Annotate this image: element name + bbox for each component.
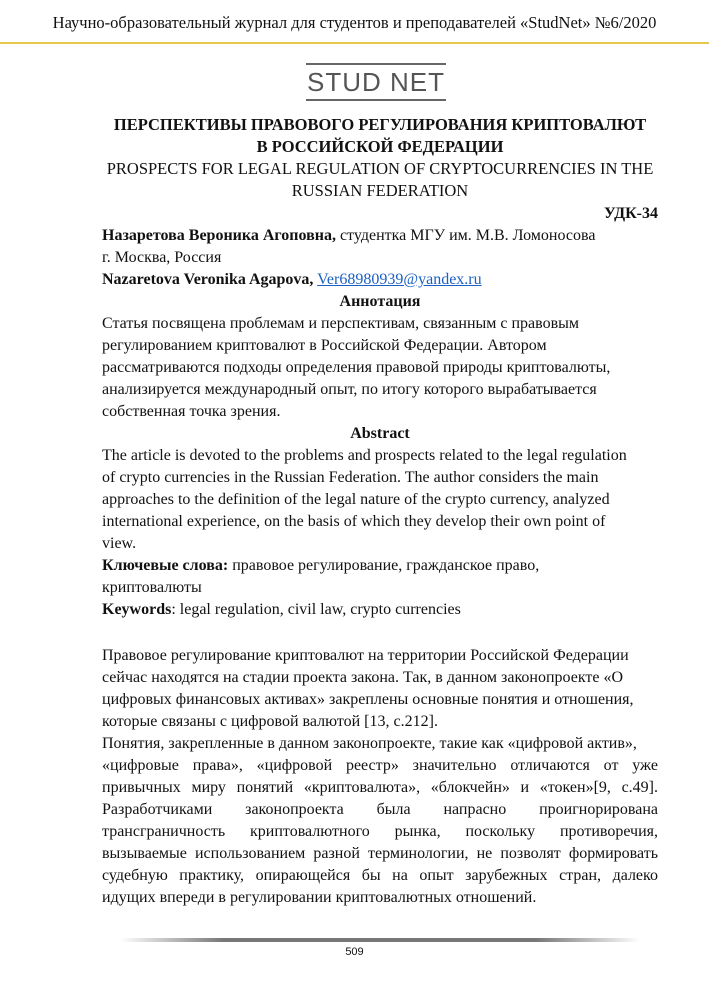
abstract-ru-line: анализируется международный опыт, по итогу которого вырабатывается <box>102 381 597 398</box>
abstract-ru-line: регулированием криптовалют в Российской Федерации. Автором <box>102 337 547 354</box>
author-en-line <box>102 269 658 291</box>
body-line: «цифровые права», «цифровой реестр» значительно отличаются от уже <box>102 757 658 774</box>
abstract-ru-text <box>102 313 658 423</box>
author-city: г. Москва, Россия <box>102 249 222 266</box>
body-line: трансграничность криптовалютного рынка, поскольку противоречия, <box>102 823 658 840</box>
abstract-ru-line: рассматриваются подходы определения правовой природы криптовалюты, <box>102 359 611 376</box>
title-ru-line-1: ПЕРСПЕКТИВЫ ПРАВОВОГО РЕГУЛИРОВАНИЯ КРИПТОВАЛЮТ <box>113 115 647 134</box>
body-line: Правовое регулирование криптовалют на территории Российской Федерации <box>102 647 629 664</box>
keywords-en <box>102 599 658 621</box>
keywords-en-label: Keywords <box>102 601 172 618</box>
author-name-en: Nazaretova Veronika Agapova, <box>102 271 314 288</box>
abstract-en-line: of crypto currencies in the Russian Federation. The author considers the main <box>102 469 599 486</box>
journal-header-text: Научно-образовательный журнал для студентов и преподавателей «StudNet» №6/2020 <box>52 13 657 32</box>
body-line: вызываемые использованием разной терминологии, не позволят формировать <box>102 845 658 862</box>
body-line: цифровых финансовых активах» закреплены основные понятия и отношения, <box>102 691 634 708</box>
keywords-ru-continued: криптовалюты <box>102 579 202 596</box>
abstract-en-line: The article is devoted to the problems and prospects related to the legal regulation <box>102 447 627 464</box>
page-number: 509 <box>345 946 364 958</box>
body-paragraph-1 <box>102 645 658 733</box>
body-line: идущих впереди в регулировании криптовалютных отношений. <box>102 889 537 906</box>
body-line: судебную практику, опирающейся бы на опыт зарубежных стран, далеко <box>102 867 658 884</box>
body-line: которые связаны с цифровой валютой [13, с.212]. <box>102 713 438 730</box>
journal-header <box>0 0 709 44</box>
udk-code: УДК-34 <box>603 205 658 222</box>
studnet-logo: STUD NET <box>306 63 446 101</box>
body-line: Разработчиками законопроекта была напрасно проигнорирована <box>102 801 658 818</box>
abstract-en-line: approaches to the definition of the legal nature of the crypto currency, analyzed <box>102 491 610 508</box>
abstract-ru-heading: Аннотация <box>339 293 421 310</box>
abstract-ru-line: собственная точка зрения. <box>102 403 281 420</box>
author-affiliation-ru: студентка МГУ им. М.В. Ломоносова <box>335 227 596 244</box>
author-ru-line <box>102 225 658 247</box>
abstract-en-line: view. <box>102 535 137 552</box>
keywords-ru-text: правовое регулирование, гражданское право, <box>228 557 540 574</box>
title-en <box>102 158 658 202</box>
keywords-ru <box>102 555 658 577</box>
abstract-ru-line: Статья посвящена проблемам и перспективам, связанным с правовым <box>102 315 580 332</box>
body-line: сейчас находятся на стадии проекта закона. Так, в данном законопроекте «О <box>102 669 624 686</box>
title-ru <box>102 114 658 158</box>
body-line: привычных миру понятий «криптовалюта», «блокчейн» и «токен»[9, с.49]. <box>102 779 658 796</box>
abstract-en-text <box>102 445 658 555</box>
author-email-link[interactable]: Ver68980939@yandex.ru <box>317 271 482 288</box>
keywords-ru-label: Ключевые слова: <box>102 557 229 574</box>
keywords-en-text: : legal regulation, civil law, crypto currencies <box>171 601 461 618</box>
abstract-en-line: international experience, on the basis of which they develop their own point of <box>102 513 606 530</box>
title-en-line-1: PROSPECTS FOR LEGAL REGULATION OF CRYPTOCURRENCIES IN THE <box>106 159 654 178</box>
body-line: Понятия, закрепленные в данном законопроекте, такие как «цифровой актив», <box>102 735 637 752</box>
footer-divider <box>120 938 640 942</box>
title-ru-line-2: В РОССИЙСКОЙ ФЕДЕРАЦИИ <box>256 137 504 156</box>
abstract-en-heading: Abstract <box>350 425 410 442</box>
author-name-ru: Назаретова Вероника Агоповна, <box>102 227 336 244</box>
blank-spacer <box>102 621 658 643</box>
body-paragraph-2 <box>102 733 658 909</box>
title-en-line-2: RUSSIAN FEDERATION <box>291 181 469 200</box>
article-content <box>102 114 658 909</box>
